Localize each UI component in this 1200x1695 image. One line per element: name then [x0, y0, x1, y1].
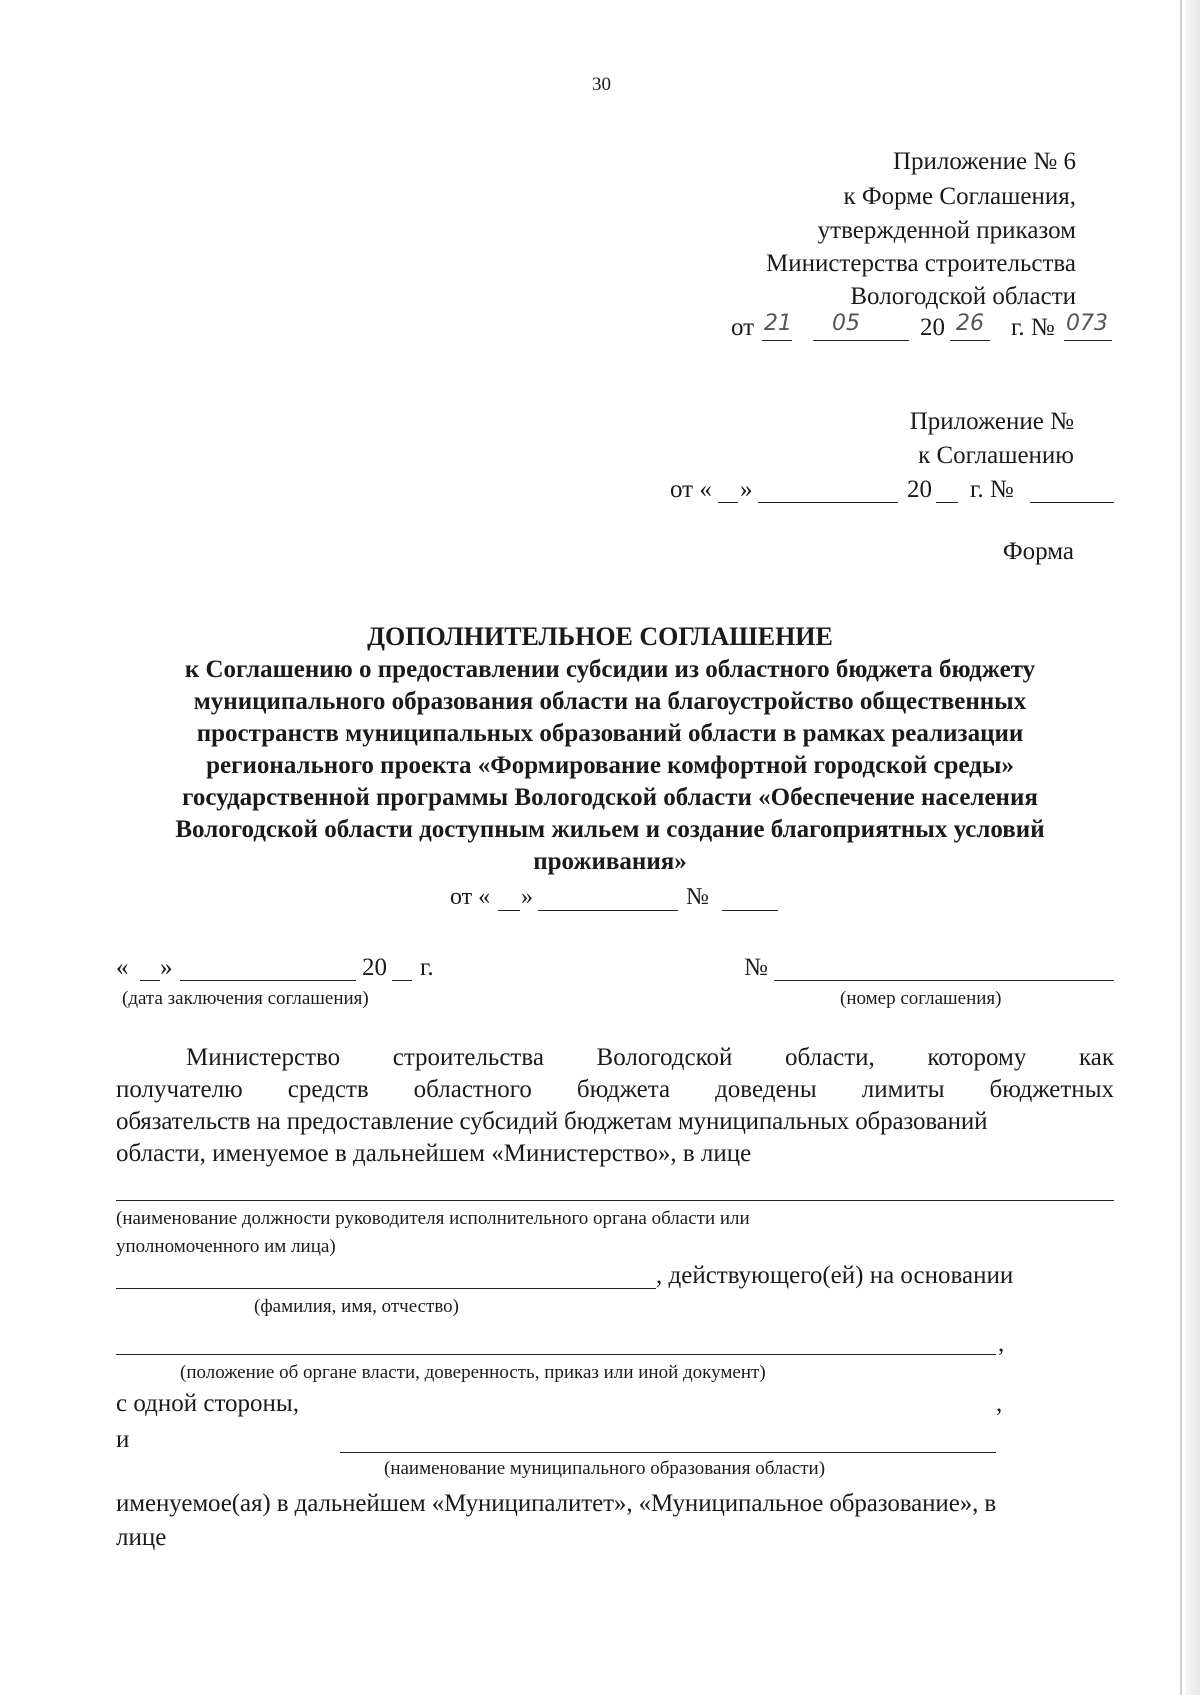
- fio-caption: (фамилия, имя, отчество): [254, 1296, 460, 1317]
- acting-basis: , действующего(ей) на основании: [656, 1262, 1014, 1289]
- agreement-quote-close: »: [160, 954, 173, 981]
- word: лимиты: [861, 1076, 945, 1103]
- position-caption-1: (наименование должности руководителя исполнительного органа области или: [116, 1208, 750, 1229]
- appendix6-line1: Приложение № 6: [892, 148, 1076, 175]
- appendix6-date-prefix: от: [731, 314, 755, 341]
- agreement-year-underline: [392, 980, 412, 981]
- appendix-line2: к Соглашению: [918, 442, 1074, 469]
- agreement-quote-open: «: [116, 954, 129, 981]
- handwritten-month: 05: [832, 311, 860, 336]
- word: как: [1078, 1044, 1114, 1071]
- handwritten-number: 073: [1066, 311, 1108, 336]
- agreement-year-suffix: г.: [420, 954, 434, 981]
- agreement-day-underline: [140, 980, 160, 981]
- appendix-date-prefix: от «: [670, 476, 712, 503]
- agreement-year-prefix: 20: [362, 954, 387, 981]
- year-underline: [950, 340, 990, 341]
- named-line-2: лице: [116, 1524, 167, 1551]
- appendix-quote-close: »: [740, 476, 753, 503]
- heading-line: муниципального образования области на благоустройство общественных: [193, 688, 1027, 715]
- appendix-number-underline: [1030, 502, 1114, 503]
- heading-month-underline: [538, 910, 678, 911]
- body-line-3: обязательств на предоставление субсидий бюджетам муниципальных образований: [116, 1108, 988, 1135]
- word: Министерство: [186, 1044, 341, 1071]
- appendix6-line4: Министерства строительства: [765, 250, 1076, 277]
- word: доведены: [715, 1076, 817, 1103]
- word: областного: [413, 1076, 532, 1103]
- word: Вологодской: [596, 1044, 733, 1071]
- body-line-4: области, именуемое в дальнейшем «Министерство», в лице: [116, 1140, 752, 1167]
- body-line-1: [186, 1044, 1114, 1072]
- municipality-underline: [340, 1452, 996, 1453]
- handwritten-year: 26: [956, 311, 984, 336]
- word: строительства: [392, 1044, 544, 1071]
- appendix-month-underline: [758, 502, 898, 503]
- month-underline: [813, 340, 909, 341]
- agreement-number-underline: [774, 980, 1114, 981]
- document-underline: [116, 1354, 996, 1355]
- page-number: 30: [592, 74, 611, 95]
- word: получателю: [116, 1076, 243, 1103]
- heading-number-underline: [722, 910, 778, 911]
- heading-quote-close: »: [521, 884, 533, 910]
- appendix-year-underline: [936, 502, 958, 503]
- appendix-year-prefix: 20: [907, 476, 932, 503]
- municipality-caption: (наименование муниципального образования области): [384, 1458, 826, 1479]
- one-side-comma: ,: [996, 1390, 1003, 1417]
- word: средств: [287, 1076, 369, 1103]
- appendix-number-prefix: г. №: [970, 476, 1014, 503]
- heading-line: государственной программы Вологодской области «Обеспечение населения: [182, 784, 1038, 811]
- document-title: ДОПОЛНИТЕЛЬНОЕ СОГЛАШЕНИЕ: [367, 622, 833, 651]
- heading-line: Вологодской области доступным жильем и создание благоприятных условий: [175, 816, 1045, 843]
- form-label: Форма: [1002, 538, 1074, 565]
- word: бюджета: [576, 1076, 671, 1103]
- heading-line: проживания»: [533, 848, 687, 875]
- appendix-day-underline: [718, 502, 738, 503]
- word: области,: [784, 1044, 875, 1071]
- number-prefix: г. №: [1011, 314, 1055, 341]
- appendix6-line3: утвержденной приказом: [817, 217, 1076, 244]
- and-label: и: [116, 1426, 130, 1453]
- year-prefix: 20: [920, 314, 945, 341]
- word: бюджетных: [989, 1076, 1114, 1103]
- agreement-date-caption: (дата заключения соглашения): [122, 988, 369, 1009]
- heading-day-underline: [498, 910, 520, 911]
- appendix-line1: Приложение №: [909, 408, 1074, 435]
- heading-line: регионального проекта «Формирование комфортной городской среды»: [206, 752, 1014, 779]
- appendix6-line2: к Форме Соглашения,: [843, 183, 1076, 210]
- position-underline: [116, 1200, 1114, 1201]
- body-line-2: [116, 1076, 1114, 1104]
- heading-line: пространств муниципальных образований области в рамках реализации: [196, 720, 1024, 747]
- handwritten-day: 21: [764, 311, 792, 336]
- word: которому: [927, 1044, 1027, 1071]
- fio-underline: [116, 1288, 656, 1289]
- heading-number-sign: №: [686, 884, 709, 910]
- one-side: с одной стороны,: [116, 1390, 299, 1417]
- agreement-month-underline: [180, 980, 356, 981]
- agreement-number-sign: №: [744, 954, 768, 981]
- day-underline: [762, 340, 792, 341]
- heading-date-prefix: от «: [450, 884, 491, 910]
- agreement-number-caption: (номер соглашения): [840, 988, 1002, 1009]
- heading-line: к Соглашению о предоставлении субсидии из областного бюджета бюджету: [184, 656, 1036, 683]
- position-caption-2: уполномоченного им лица): [116, 1236, 336, 1257]
- appendix6-line5: Вологодской области: [850, 283, 1076, 310]
- number-underline: [1064, 340, 1112, 341]
- named-line-1: именуемое(ая) в дальнейшем «Муниципалитет», «Муниципальное образование», в: [116, 1490, 997, 1517]
- document-caption: (положение об органе власти, доверенность, приказ или иной документ): [180, 1362, 766, 1383]
- document-comma: ,: [998, 1330, 1005, 1357]
